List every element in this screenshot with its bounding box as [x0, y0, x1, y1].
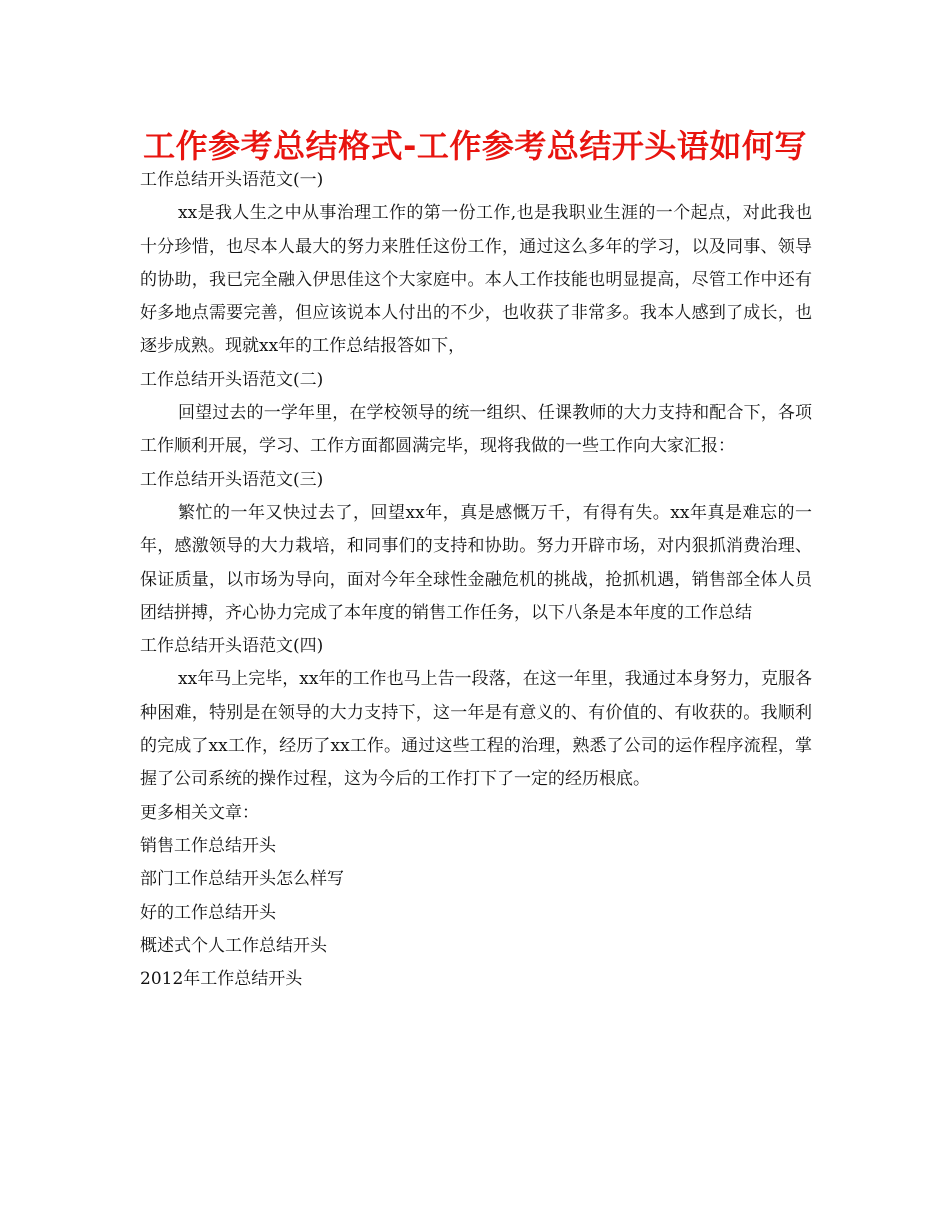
- section-paragraph-2: 回望过去的一学年里，在学校领导的统一组织、任课教师的大力支持和配合下，各项工作顺利开展，学习、工作方面都圆满完毕，现将我做的一些工作向大家汇报：: [140, 403, 812, 457]
- page-title: 工作参考总结格式-工作参考总结开头语如何写: [143, 127, 807, 165]
- section-heading-3: 工作总结开头语范文(三): [140, 469, 324, 490]
- section-paragraph-1: xx是我人生之中从事治理工作的第一份工作,也是我职业生涯的一个起点，对此我也十分珍惜，也尽本人最大的努力来胜任这份工作，通过这么多年的学习，以及同事、领导的协助，我已完全融入伊思佳这个大家庭中。本人工作技能也明显提高，尽管工作中还有好多地点需要完善，但应该说本人付出的不少，也收获了非常多。我本人感到了成长，也逐步成熟。现就xx年的工作总结报答如下，: [140, 203, 812, 357]
- related-article-link-5[interactable]: 2012年工作总结开头: [140, 969, 303, 990]
- section-paragraph-4: xx年马上完毕，xx年的工作也马上告一段落，在这一年里，我通过本身努力，克服各种困难，特别是在领导的大力支持下，这一年是有意义的、有价值的、有收获的。我顺利的完成了xx工作，经历了xx工作。通过这些工程的治理，熟悉了公司的运作程序流程，掌握了公司系统的操作过程，这为今后的工作打下了一定的经历根底。: [140, 669, 812, 790]
- section-paragraph-3: 繁忙的一年又快过去了，回望xx年，真是感慨万千，有得有失。xx年真是难忘的一年，感激领导的大力栽培，和同事们的支持和协助。努力开辟市场，对内狠抓消费治理、保证质量，以市场为导向，面对今年全球性金融危机的挑战，抢抓机遇，销售部全体人员团结拼搏，齐心协力完成了本年度的销售工作任务，以下八条是本年度的工作总结: [140, 502, 812, 623]
- section-heading-1: 工作总结开头语范文(一): [140, 170, 324, 190]
- related-article-link-4[interactable]: 概述式个人工作总结开头: [140, 935, 327, 956]
- section-heading-2: 工作总结开头语范文(二): [140, 369, 324, 390]
- section-heading-4: 工作总结开头语范文(四): [140, 636, 324, 657]
- related-article-link-2[interactable]: 部门工作总结开头怎么样写: [140, 869, 344, 890]
- document-body: [140, 164, 812, 996]
- more-articles-label: 更多相关文章：: [140, 802, 259, 823]
- related-article-link-1[interactable]: 销售工作总结开头: [140, 835, 276, 856]
- related-article-link-3[interactable]: 好的工作总结开头: [140, 902, 276, 923]
